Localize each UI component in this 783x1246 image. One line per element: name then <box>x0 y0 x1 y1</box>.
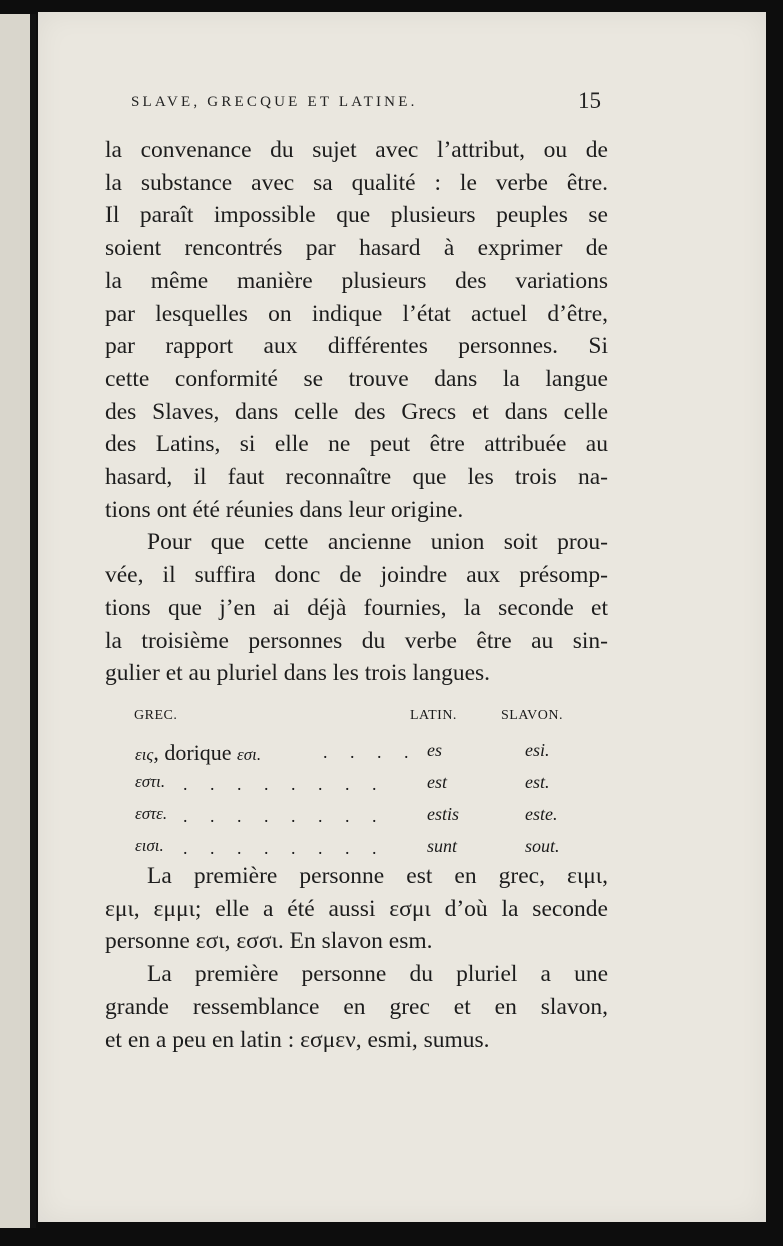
leader-dots: . . . . . . . . <box>183 806 386 826</box>
leader-dots: . . . . . . . . <box>183 774 386 794</box>
text-line: Pour que cette ancienne union soit prou- <box>147 529 608 556</box>
text-line: εμι, εμμι; elle a été aussi εσμι d’où la seconde <box>105 895 608 922</box>
grec-variant: εσι. <box>237 745 262 764</box>
text-line: la convenance du sujet avec l’attribut, ou de <box>105 137 608 163</box>
paragraph <box>105 860 608 958</box>
paragraph <box>105 134 608 526</box>
text-line: vée, il suffira donc de joindre aux présomp- <box>105 562 608 589</box>
text-line: gulier et au pluriel dans les trois langues. <box>105 660 491 687</box>
latin-cell: estis <box>427 804 460 824</box>
previous-page-edge <box>0 14 36 1228</box>
text-line: Il paraît impossible que plusieurs peuples se <box>105 202 608 229</box>
table-row <box>105 734 608 766</box>
grec-word: εστι. <box>135 772 166 791</box>
grec-cell <box>135 804 167 824</box>
text-line: des Latins, si elle ne peut être attribuée au <box>105 431 608 458</box>
slavon-cell: est. <box>525 772 550 792</box>
text-line: la troisième personnes du verbe être au sin- <box>105 627 608 654</box>
leader-dots: . . . . <box>323 742 418 762</box>
text-line: des Slaves, dans celle des Grecs et dans celle <box>105 398 608 425</box>
text-line: soient rencontrés par hasard à exprimer de <box>105 235 608 262</box>
latin-cell: est <box>427 772 447 792</box>
slavon-cell: este. <box>525 804 558 824</box>
text-line: cette conformité se trouve dans la langue <box>105 365 608 392</box>
latin-cell: es <box>427 740 442 760</box>
page-header <box>131 90 601 116</box>
grec-word: εστε. <box>135 804 168 823</box>
grec-cell <box>135 740 261 766</box>
text-line: La première personne est en grec, ειμι, <box>147 863 608 889</box>
page-number: 15 <box>578 88 601 113</box>
grec-cell <box>135 836 164 856</box>
text-line: par rapport aux différentes personnes. Si <box>105 333 608 360</box>
text-line: la substance avec sa qualité : le verbe être. <box>105 169 608 196</box>
grec-note: , dorique <box>153 740 238 765</box>
text-line: tions que j’en ai déjà fournies, la seconde et <box>105 594 608 621</box>
body-text <box>105 134 608 690</box>
table-row <box>105 830 608 862</box>
slavon-cell: sout. <box>525 836 560 856</box>
text-line: tions ont été réunies dans leur origine. <box>105 496 464 523</box>
conjugation-table <box>105 702 608 862</box>
latin-cell: sunt <box>427 836 458 856</box>
paragraph <box>105 526 608 690</box>
slavon-cell: esi. <box>525 740 550 760</box>
table-header-row <box>105 702 608 734</box>
grec-word: εισι. <box>135 836 164 855</box>
column-header-slavon: SLAVON. <box>501 708 563 723</box>
text-line: grande ressemblance en grec et en slavon, <box>105 993 608 1020</box>
text-line: la même manière plusieurs des variations <box>105 267 608 294</box>
grec-word: εις <box>135 745 154 764</box>
text-line: hasard, il faut reconnaître que les trois na- <box>105 464 608 491</box>
running-title: SLAVE, GRECQUE ET LATINE. <box>131 94 418 110</box>
paragraph <box>105 958 608 1056</box>
table-row <box>105 798 608 830</box>
text-line: et en a peu en latin : εσμεν, esmi, sumus. <box>105 1026 490 1053</box>
text-line: par lesquelles on indique l’état actuel d’être, <box>105 300 608 327</box>
column-header-grec: GREC. <box>134 708 178 723</box>
grec-cell <box>135 772 165 792</box>
column-header-latin: LATIN. <box>410 708 457 723</box>
table-row <box>105 766 608 798</box>
body-text-continued <box>105 860 608 1056</box>
text-line: personne εσι, εσσι. En slavon esm. <box>105 928 433 955</box>
leader-dots: . . . . . . . . <box>183 838 386 858</box>
text-line: La première personne du pluriel a une <box>147 961 608 988</box>
